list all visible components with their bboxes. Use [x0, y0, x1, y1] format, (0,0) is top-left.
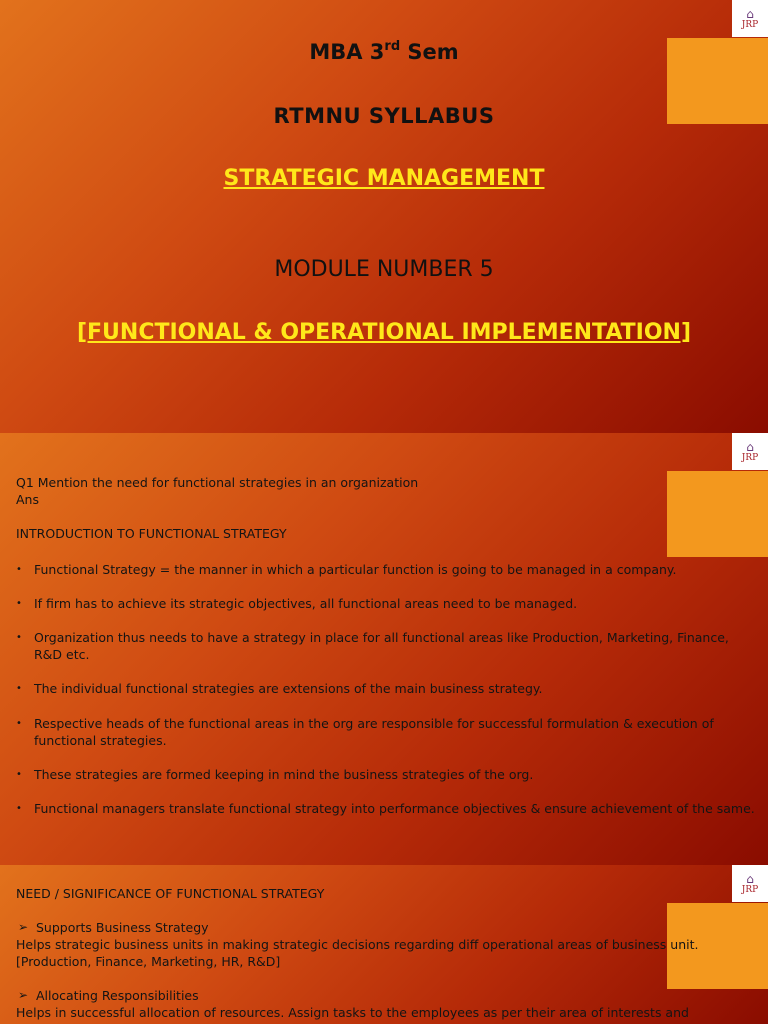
list-item: • These strategies are formed keeping in mind the business strategies of the org.: [16, 766, 756, 783]
logo-text: JRP: [741, 452, 759, 463]
list-item: • Respective heads of the functional areas in the org are responsible for successful formulation & execution of functional strategies.: [16, 715, 756, 749]
content-slide-significance: [0, 865, 768, 1024]
building-icon: ⌂: [746, 871, 754, 886]
course-title: MBA 3rd Sem: [309, 39, 459, 64]
jrp-logo: [732, 433, 768, 470]
content-slide-introduction: [0, 433, 768, 865]
building-icon: ⌂: [746, 6, 754, 21]
section-heading: NEED / SIGNIFICANCE OF FUNCTIONAL STRATEGY: [16, 886, 325, 901]
section-heading: INTRODUCTION TO FUNCTIONAL STRATEGY: [16, 526, 287, 541]
list-item: • Functional Strategy = the manner in which a particular function is going to be managed in a company.: [16, 561, 756, 578]
jrp-logo: [732, 0, 768, 37]
list-item: • If firm has to achieve its strategic objectives, all functional areas need to be managed.: [16, 595, 756, 612]
list-item: • The individual functional strategies are extensions of the main business strategy.: [16, 680, 756, 697]
module-title: [FUNCTIONAL & OPERATIONAL IMPLEMENTATION]: [76, 320, 692, 345]
list-item: • Functional managers translate functional strategy into performance objectives & ensure achievement of the same.: [16, 800, 756, 817]
logo-text: JRP: [741, 19, 759, 30]
answer-label: Ans: [16, 492, 39, 507]
slide-body: [16, 474, 756, 817]
building-icon: ⌂: [746, 439, 754, 454]
point-text: Helps in successful allocation of resources. Assign tasks to the employees as per their area of interests and: [16, 1005, 689, 1020]
list-item: • Organization thus needs to have a strategy in place for all functional areas like Production, Marketing, Finance, R&D etc.: [16, 629, 756, 663]
subject-title: STRATEGIC MANAGEMENT: [223, 166, 545, 191]
point-text: Helps strategic business units in making strategic decisions regarding diff operational areas of business unit.: [16, 937, 699, 952]
point-title: ➢ Allocating Responsibilities: [16, 987, 756, 1004]
question-text: Q1 Mention the need for functional strategies in an organization: [16, 475, 419, 490]
slide-body: [16, 884, 759, 1021]
logo-text: JRP: [741, 884, 759, 895]
syllabus-title: RTMNU SYLLABUS: [273, 104, 495, 128]
title-slide: [0, 0, 768, 433]
point-text: [Production, Finance, Marketing, HR, R&D]: [16, 954, 281, 969]
point-title: ➢ Supports Business Strategy: [16, 919, 756, 936]
module-number: MODULE NUMBER 5: [274, 257, 494, 282]
